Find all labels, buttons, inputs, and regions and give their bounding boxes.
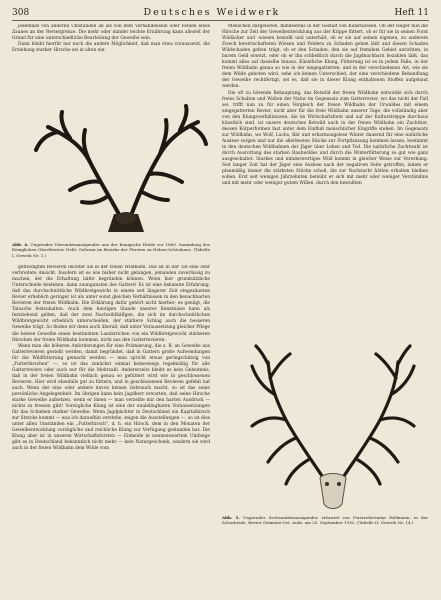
paragraph: Die oft zu hörende Behauptung, das Rotwild der freien Wildbahn entwickle sich durch freies Schalten und Walten der Natur im Gegensatz zum Gatterrevier, wo das nicht der Fall sei, trifft nun zu für einen Vergleich der freien Wildbahn der Urwaldes mit einem eingegatterten Revier, nicht aber für die freie Wildbahn unserer Tage, die vollständig aber von den Klungsverhältnissen, die im Wirtschaftsforst und auf der Kulturstreppe durchaus künstlich sind, ist unsere deutsches Rotwild auch in der freien Wildbahn ein Zuchttier, dessen Körperformen fast unter dem Einfluß menschlicher Eingriffe stehen. Im Gegensatz zur Wildbahn, wo Wolf, Luchs, Bär und erbarmungslose Winter dauernd für eine natürliche Auslese sorgen und nur die allerbesten Stücke zur Fortpflanzung kommen lassen, bestimmt in den deutschen Wildbahnen der Jäger über Leben und Tod. Die natürliche Zuchtwahl ist durch Ausrottung des starken Raubwildes und durch die Winterfütterung so gut wie ganz ausgeschaltet. Starkes und minderwertiges Wild kommt in gleicher Weise zur Vererbung. Seit langer Zeit hat der Jäger eine Auslese nach der negativen Seite getroffen, indem er planmäßig immer die stärksten Stücke schoß, die zur Nachzucht hätten erhalten bleiben sollen. Erst seit wenigen Jahrzehnten bemüht er sich mit mehr oder weniger Verständnis und mit mehr oder weniger gutem Willen, durch den bewußten: [222, 90, 428, 187]
figure-5-caption: [222, 515, 428, 526]
page-number: 308: [12, 8, 30, 18]
figure-4-caption-text: Ungerader Vierundzwanzigender aus der Kunigsche Heide vor 1860. Sammlung des Königlichen Oberförsters Nebl. Geformt im Bezirke der Fürsten zu Hohen-Schönhaus. (Tabelle I, Geweih Nr. 1.): [12, 242, 210, 258]
paragraph: Wenn man die höheren Anforderungen für eine Prämierung, die z. B. an Geweihe aus Gatterrevieren gestellt werden, damit begründet, daß in Gattern große Aufwendungen für die Wildfütterung gemacht werden — man spricht etwas geringschätzig von „Futterhirschen" —, so ist das zunächst einmal keineswegs regelmäßig für alle Gatterreviere oder auch nur für die Mehrzahl. Andererseits bleibt es kein Geheimnis, daß in der freien Wildbahn vielfach genau so gefüttert wird wie in geschlossenen Revieren. Hier wird ebenfalls gut zu füttern, und in geschlossenen Revieren gefehlt hat auch. Wenn der eine oder andere davon keinen Gebrauch macht, so ist das seine persönliche Angelegenheit. Im übrigen kann kein Jagdherr erwarten, daß seine Hirsche starke Geweihe aufsetzen, wenn er ihnen — man verzeihe mir den harten Ausdruck — nichts zu fressen gibt! Vorzügliche Klung ist eine der unabdingbaren Voraussetzungen für das Schieben starker Geweihe. Wenn Jagdpächter in Deutschland ein Kapitalhirsch zur Strecke kommt — was ich daraufhin verstehe, zeigen die Ausstellungen —, so ist dies unter allen Umständen ein „Futterhirsch", d. h. ein Hirsch, dem in den Monaten der Geweihentwicklung vorzügliche und reichliche Klung zur Verfügung gestanden hat. Die Klung aber ist in unseren Wirtschaftsforsten — Einheide in nennenswertem Umfange gibt es in Deutschland bekanntlich nicht mehr — kein Naturgeschenk, sondern sie wird auch in der freien Wildbahn dem Wilde vom: [12, 343, 210, 452]
left-column-bottom: [12, 265, 210, 595]
issue-number: Heft 11: [394, 8, 429, 18]
figure-5-label: Abb. 5.: [222, 515, 240, 520]
figure-4-caption: [12, 242, 210, 258]
figure-4-label: Abb. 4.: [12, 242, 29, 247]
paragraph: Dann bleibt hierfür nur noch die andere Möglichkeit, daß man etwa voraussetzt, die Erziehung starker Hirsche sei in alten ein-: [12, 42, 210, 54]
paragraph: jedenfalls von anderen Umständen ab als von dem Vorhandensein oder Fehlen eines Zaunes an der Reviergrenze. Die mehr oder minder leichte Ernährung kann allezeit der Grund für eine unterschiedliche Beurteilung der Geweihe sein.: [12, 24, 210, 42]
paragraph: Menschen dargeboten, mindestens in der Gestalt von Kunstwiesen. Ob der Heger nun die Hirsche zur Zeit der Geweihentwicklung aus der Krippe füttert, ob er für sie in seinen Forst Wildäcker und -wiesen bestellt und unterhält, ob er sie auf seinen eigenen, zu anderem Zweck bewirtschafteten Wiesen und Feldern zu Schaden gehen läßt und diesen Schaden Wildschaden gelten trägt, ob er den Schaden, den sie auf fremdem Gebiet anrichten, in barem Geld ersetzt, oder ob er ihn schließlich durch die Jagdnachbarn bezahlen läßt, das kommt alles auf dasselbe hinaus. Künstliche Klung, Fütterung ist es in jedem Falle, in der freien Wildbahn genau so wie in der eingegatterten, und in der verschiedenen Art, wie sie dem Wilde geboten wird, sehe ich keinen Unterschied, der eine verschiedene Behandlung der Geweihe rechtfertigt, sei es, daß sie in dieser Klung enthaltenen Stoffen aufgebaut werden.: [222, 24, 428, 90]
journal-title: Deutsches Weidwerk: [143, 7, 281, 18]
page-header: [12, 7, 429, 21]
right-column-top: [222, 24, 428, 334]
figure-4-antlers-photo: [30, 92, 210, 240]
figure-5-caption-text: Ungerader Sechsundzwanzigender, erbeutet von Forstreferendar Hellmann, in der Schorheide, Revier Grimnitz-Ost. Aufn. am 25. September 1932. (Tabelle II, Geweih Nr. 14.): [222, 515, 428, 526]
figure-5-antlers-photo: [238, 342, 428, 512]
left-column-top: [12, 24, 210, 84]
paragraph: gefriedigten Revieren leichter als in der freien Wildbahn. Das ist in der Tat eine sehr verbreitete Ansicht. Insofern ist es wie bisher nicht gelungen, jemanden zuverlässig zu machen, der die Erhaltung hätte begründen können. Wenn hier grundsätzliche Unterschiede bestehen, dann zuungunsten des Gatters! Es ist eine bekannte Erfahrung, daß das durchschnittliche Wildbretgewicht in einem seit längerer Zeit eingezäunten Revier erheblich geringer ist als unter sonst gleichen Verhältnissen in den benachbarten Revieren der freien Wildbahn. Die Erklärung dafür gehört nicht hierher; es genügt, die Tatsache festzuhalten. Auch dem heutigen Stande unserer Kenntnisse kann als feststehend gelten, daß der zwei Nachwildhälfgen, die sich im durchschnittlichen Wildbretgewicht erheblich unterscheiden, der stärkere Schlag auch die besseren Geweihe trägt. So finden wir denn auch überall, daß unter Voraussetzung gleicher Pflege die besten Geweihe einen bestimmten Landstrichen von ein Wildbretgewicht stärkeren Hirschen der freien Wildbahn kommen, nicht aus den Gatterrevieren.: [12, 265, 210, 343]
